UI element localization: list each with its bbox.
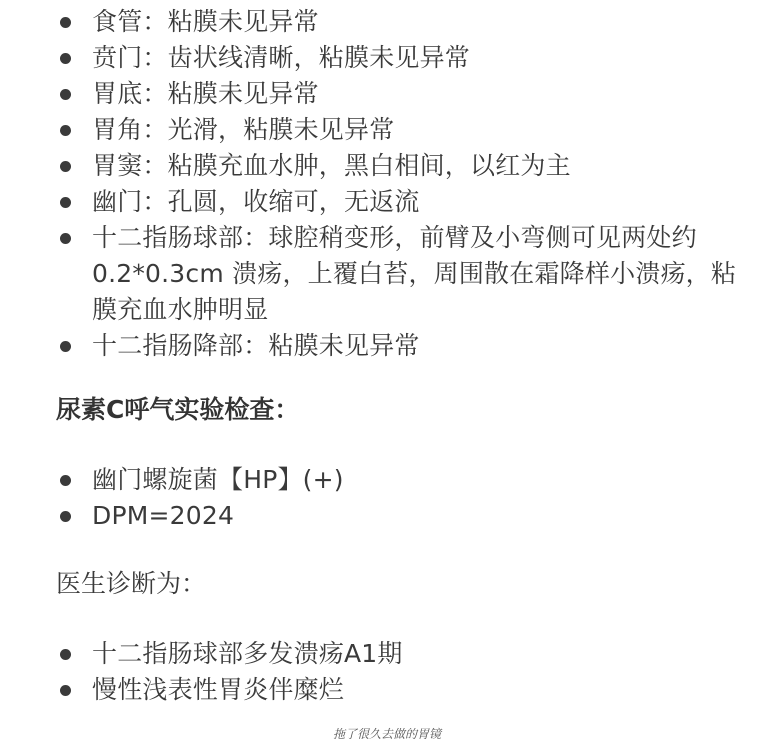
- list-item: [56, 112, 756, 148]
- finding-text: 胃角：光滑，粘膜未见异常: [92, 115, 395, 144]
- finding-text: 胃窦：粘膜充血水肿，黑白相间，以红为主: [92, 151, 571, 180]
- bullet-icon: [60, 53, 71, 64]
- list-item: [56, 184, 756, 220]
- diagnosis-list: [56, 636, 756, 708]
- list-item: [56, 76, 756, 112]
- finding-text: 食管：粘膜未见异常: [92, 7, 319, 36]
- bullet-icon: [60, 511, 71, 522]
- list-item: [56, 220, 756, 328]
- breath-test-heading: 尿素C呼气实验检查：: [56, 395, 300, 424]
- finding-text: 十二指肠降部：粘膜未见异常: [92, 331, 420, 360]
- finding-text: 贲门：齿状线清晰，粘膜未见异常: [92, 43, 471, 72]
- breath-test-list: [56, 462, 756, 534]
- bullet-icon: [60, 233, 71, 244]
- image-caption: 拖了很久去做的胃镜: [332, 727, 441, 741]
- list-item: [56, 328, 756, 364]
- diagnosis-text: 慢性浅表性胃炎伴糜烂: [92, 675, 345, 704]
- bullet-icon: [60, 125, 71, 136]
- list-item: [56, 40, 756, 76]
- bullet-icon: [60, 475, 71, 486]
- finding-text: 胃底：粘膜未见异常: [92, 79, 319, 108]
- endoscopy-findings-list: [56, 4, 756, 364]
- diagnosis-text: 十二指肠球部多发溃疡A1期: [92, 639, 403, 668]
- list-item: [56, 498, 756, 534]
- list-item: [56, 148, 756, 184]
- breath-test-text: 幽门螺旋菌【HP】(+): [92, 465, 344, 494]
- finding-text: 幽门：孔圆，收缩可，无返流: [92, 187, 420, 216]
- breath-test-text: DPM=2024: [92, 501, 235, 530]
- bullet-icon: [60, 197, 71, 208]
- bullet-icon: [60, 341, 71, 352]
- list-item: [56, 636, 756, 672]
- bullet-icon: [60, 17, 71, 28]
- list-item: [56, 4, 756, 40]
- list-item: [56, 462, 756, 498]
- bullet-icon: [60, 89, 71, 100]
- bullet-icon: [60, 649, 71, 660]
- bullet-icon: [60, 161, 71, 172]
- bullet-icon: [60, 685, 71, 696]
- diagnosis-heading: 医生诊断为：: [56, 569, 207, 598]
- list-item: [56, 672, 756, 708]
- finding-text: 十二指肠球部：球腔稍变形，前臂及小弯侧可见两处约0.2*0.3cm 溃疡，上覆白苔，周围散在霜降样小溃疡，粘膜充血水肿明显: [92, 223, 737, 324]
